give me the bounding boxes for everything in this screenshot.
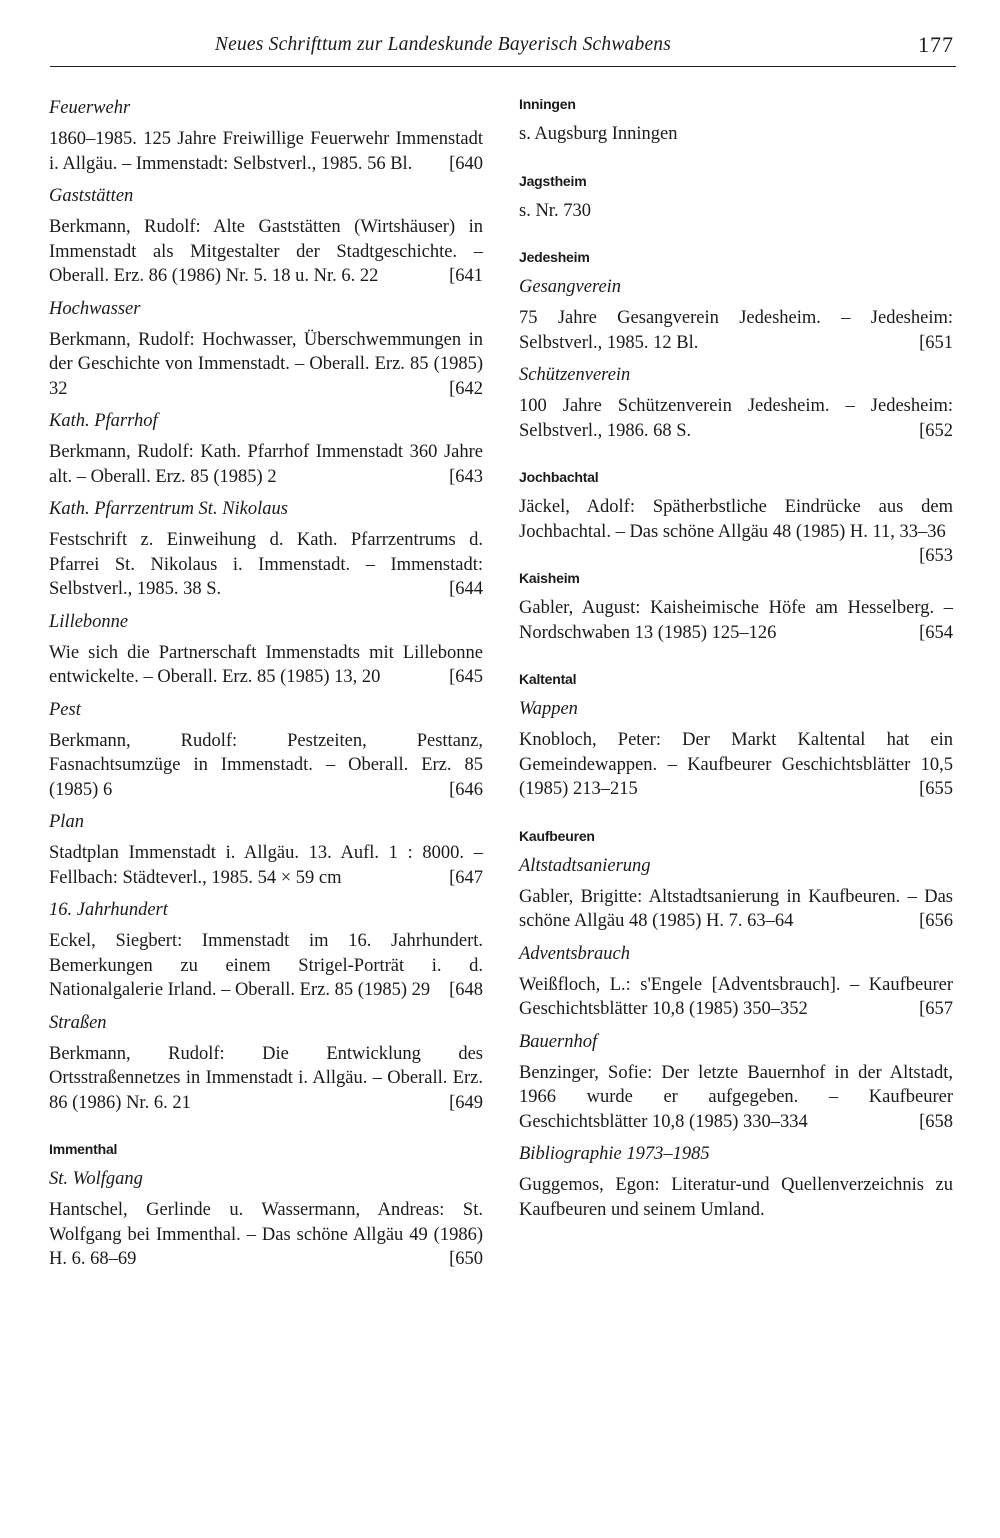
entry-641 [49,215,483,289]
running-title: Neues Schrifttum zur Landeskunde Bayerisch Schwabens [214,34,672,55]
topic-heading: Gesangverein [519,277,622,297]
place-heading: Kaltental [519,671,577,687]
place-heading: Inningen [519,96,576,112]
topic-heading: Gaststätten [49,186,134,206]
entry-text: Weißfloch, L.: s'Engele [Adventsbrauch]. – Kaufbeurer Geschichtsblätter 10,8 (1985) 350–352 [519,974,953,1019]
topic-heading: Plan [49,812,84,832]
entry-text: Knobloch, Peter: Der Markt Kaltental hat ein Gemeindewappen. – Kaufbeurer Geschichtsblätter 10,5 (1985) 213–215 [519,730,953,799]
entry-number: [645 [449,667,483,687]
place-heading: Immenthal [49,1141,118,1157]
entry-text: Gabler, Brigitte: Altstadtsanierung in Kaufbeuren. – Das schöne Allgäu 48 (1985) H. 7. 63–64 [519,886,953,931]
entry-number: [647 [449,867,483,888]
entry-657 [519,973,953,1022]
entry-bibliographie [519,1173,953,1222]
topic-heading: Altstadtsanierung [519,855,651,876]
topic-heading: Kath. Pfarrzentrum St. Nikolaus [49,499,288,519]
left-column [49,96,483,1272]
entry-number: [655 [919,779,953,799]
entry-647 [49,841,483,890]
entry-text: Berkmann, Rudolf: Die Entwicklung des Ortsstraßennetzes in Immenstadt i. Allgäu. – Oberall. Erz. 86 (1986) Nr. 6. 21 [49,1043,483,1113]
topic-heading: Pest [49,699,81,720]
place-heading: Jochbachtal [519,469,599,485]
entry-653 [519,495,953,566]
entry-text: Berkmann, Rudolf: Pestzeiten, Pesttanz, Fasnachtsumzüge in Immenstadt. – Oberall. Erz. 85 (1985) 6 [49,730,483,800]
entry-number: [652 [919,420,953,441]
place-heading: Kaisheim [519,570,580,586]
topic-heading: 16. Jahrhundert [49,900,168,920]
topic-heading: Kath. Pfarrhof [49,411,158,431]
entry-number: [656 [919,911,953,931]
entry-number: [654 [919,622,953,643]
place-heading: Jagstheim [519,172,587,189]
entry-654 [519,596,953,645]
place-heading: Jedesheim [519,249,590,265]
entry-text: Wie sich die Partnerschaft Immenstadts mit Lillebonne entwickelte. – Oberall. Erz. 85 (1985) 13, 20 [49,642,483,687]
topic-heading: Hochwasser [49,298,141,319]
topic-heading: Feuerwehr [49,98,131,118]
right-column [519,96,953,1222]
entry-number: [650 [449,1249,483,1269]
page-header [50,34,956,67]
entry-658 [519,1061,953,1135]
entry-652 [519,394,953,443]
entry-number: [641 [449,266,483,286]
entry-648 [49,929,483,1003]
entry-646 [49,729,483,803]
topic-heading: Schützenverein [519,365,631,385]
entry-656 [519,885,953,934]
entry-651 [519,306,953,355]
entry-643 [49,440,483,489]
entry-text: Guggemos, Egon: Literatur-und Quellenverzeichnis zu Kaufbeuren und seinem Umland. [519,1175,953,1220]
cross-reference: s. Augsburg Inningen [519,124,678,144]
entry-text: Benzinger, Sofie: Der letzte Bauernhof in der Altstadt, 1966 wurde er aufgegeben. – Kaufbeurer Geschichtsblätter 10,8 (1985) 330–334 [519,1062,953,1132]
entry-text: Berkmann, Rudolf: Hochwasser, Überschwemmungen in der Geschichte von Immenstadt. – Oberall. Erz. 85 (1985) 32 [49,329,483,399]
page-number: 177 [918,32,954,57]
topic-heading: Adventsbrauch [519,943,630,964]
entry-text: Berkmann, Rudolf: Alte Gaststätten (Wirtshäuser) in Immenstadt als Mitgestalter der Stadtgeschichte. – Oberall. Erz. 86 (1986) Nr. 5. 18 u. Nr. 6. 22 [49,217,483,286]
entry-number: [642 [449,378,483,399]
topic-heading: Wappen [519,699,578,719]
entry-text: 75 Jahre Gesangverein Jedesheim. – Jedesheim: Selbstverl., 1985. 12 Bl. [519,308,953,353]
entry-text: Hantschel, Gerlinde u. Wassermann, Andreas: St. Wolfgang bei Immenthal. – Das schöne Allgäu 49 (1986) H. 6. 68–69 [49,1200,483,1269]
topic-heading: St. Wolfgang [49,1169,143,1189]
entry-645 [49,641,483,690]
entry-number: [651 [919,332,953,353]
entry-number: [646 [449,779,483,800]
entry-642 [49,328,483,402]
entry-655 [519,728,953,802]
entry-text: Stadtplan Immenstadt i. Allgäu. 13. Aufl. 1 : 8000. – Fellbach: Städteverl., 1985. 54 × 59 cm [49,843,483,888]
entry-number: [644 [449,579,483,599]
entry-number: [640 [449,153,483,174]
entry-text: 100 Jahre Schützenverein Jedesheim. – Jedesheim: Selbstverl., 1986. 68 S. [519,396,953,441]
entry-number: [643 [449,466,483,487]
entry-text: Eckel, Siegbert: Immenstadt im 16. Jahrhundert. Bemerkungen zu einem Strigel-Porträt i. d. Nationalgalerie Irland. – Oberall. Erz. 85 (1985) 29 [49,931,483,1000]
entry-649 [49,1042,483,1116]
entry-text: Festschrift z. Einweihung d. Kath. Pfarrzentrums d. Pfarrei St. Nikolaus i. Immenstadt. – Immenstadt: Selbstverl., 1985. 38 S. [49,530,483,599]
entry-text: Berkmann, Rudolf: Kath. Pfarrhof Immenstadt 360 Jahre alt. – Oberall. Erz. 85 (1985) 2 [49,442,483,487]
topic-heading: Bauernhof [519,1031,598,1052]
cross-reference: s. Nr. 730 [519,200,591,221]
place-heading: Kaufbeuren [519,827,595,844]
entry-650 [49,1198,483,1272]
topic-heading: Bibliographie 1973–1985 [519,1144,710,1164]
entry-number: [648 [449,980,483,1000]
entry-number: [649 [449,1092,483,1113]
topic-heading: Straßen [49,1012,107,1033]
entry-640 [49,127,483,176]
entry-text: Jäckel, Adolf: Spätherbstliche Eindrücke aus dem Jochbachtal. – Das schöne Allgäu 48 (1985) H. 11, 33–36 [519,497,953,542]
entry-number: [653 [919,546,953,566]
entry-text: 1860–1985. 125 Jahre Freiwillige Feuerwehr Immenstadt i. Allgäu. – Immenstadt: Selbstverl., 1985. 56 Bl. [49,129,483,174]
entry-644 [49,528,483,602]
entry-number: [657 [919,999,953,1019]
entry-number: [658 [919,1111,953,1132]
entry-text: Gabler, August: Kaisheimische Höfe am Hesselberg. – Nordschwaben 13 (1985) 125–126 [519,598,953,643]
topic-heading: Lillebonne [49,611,129,632]
